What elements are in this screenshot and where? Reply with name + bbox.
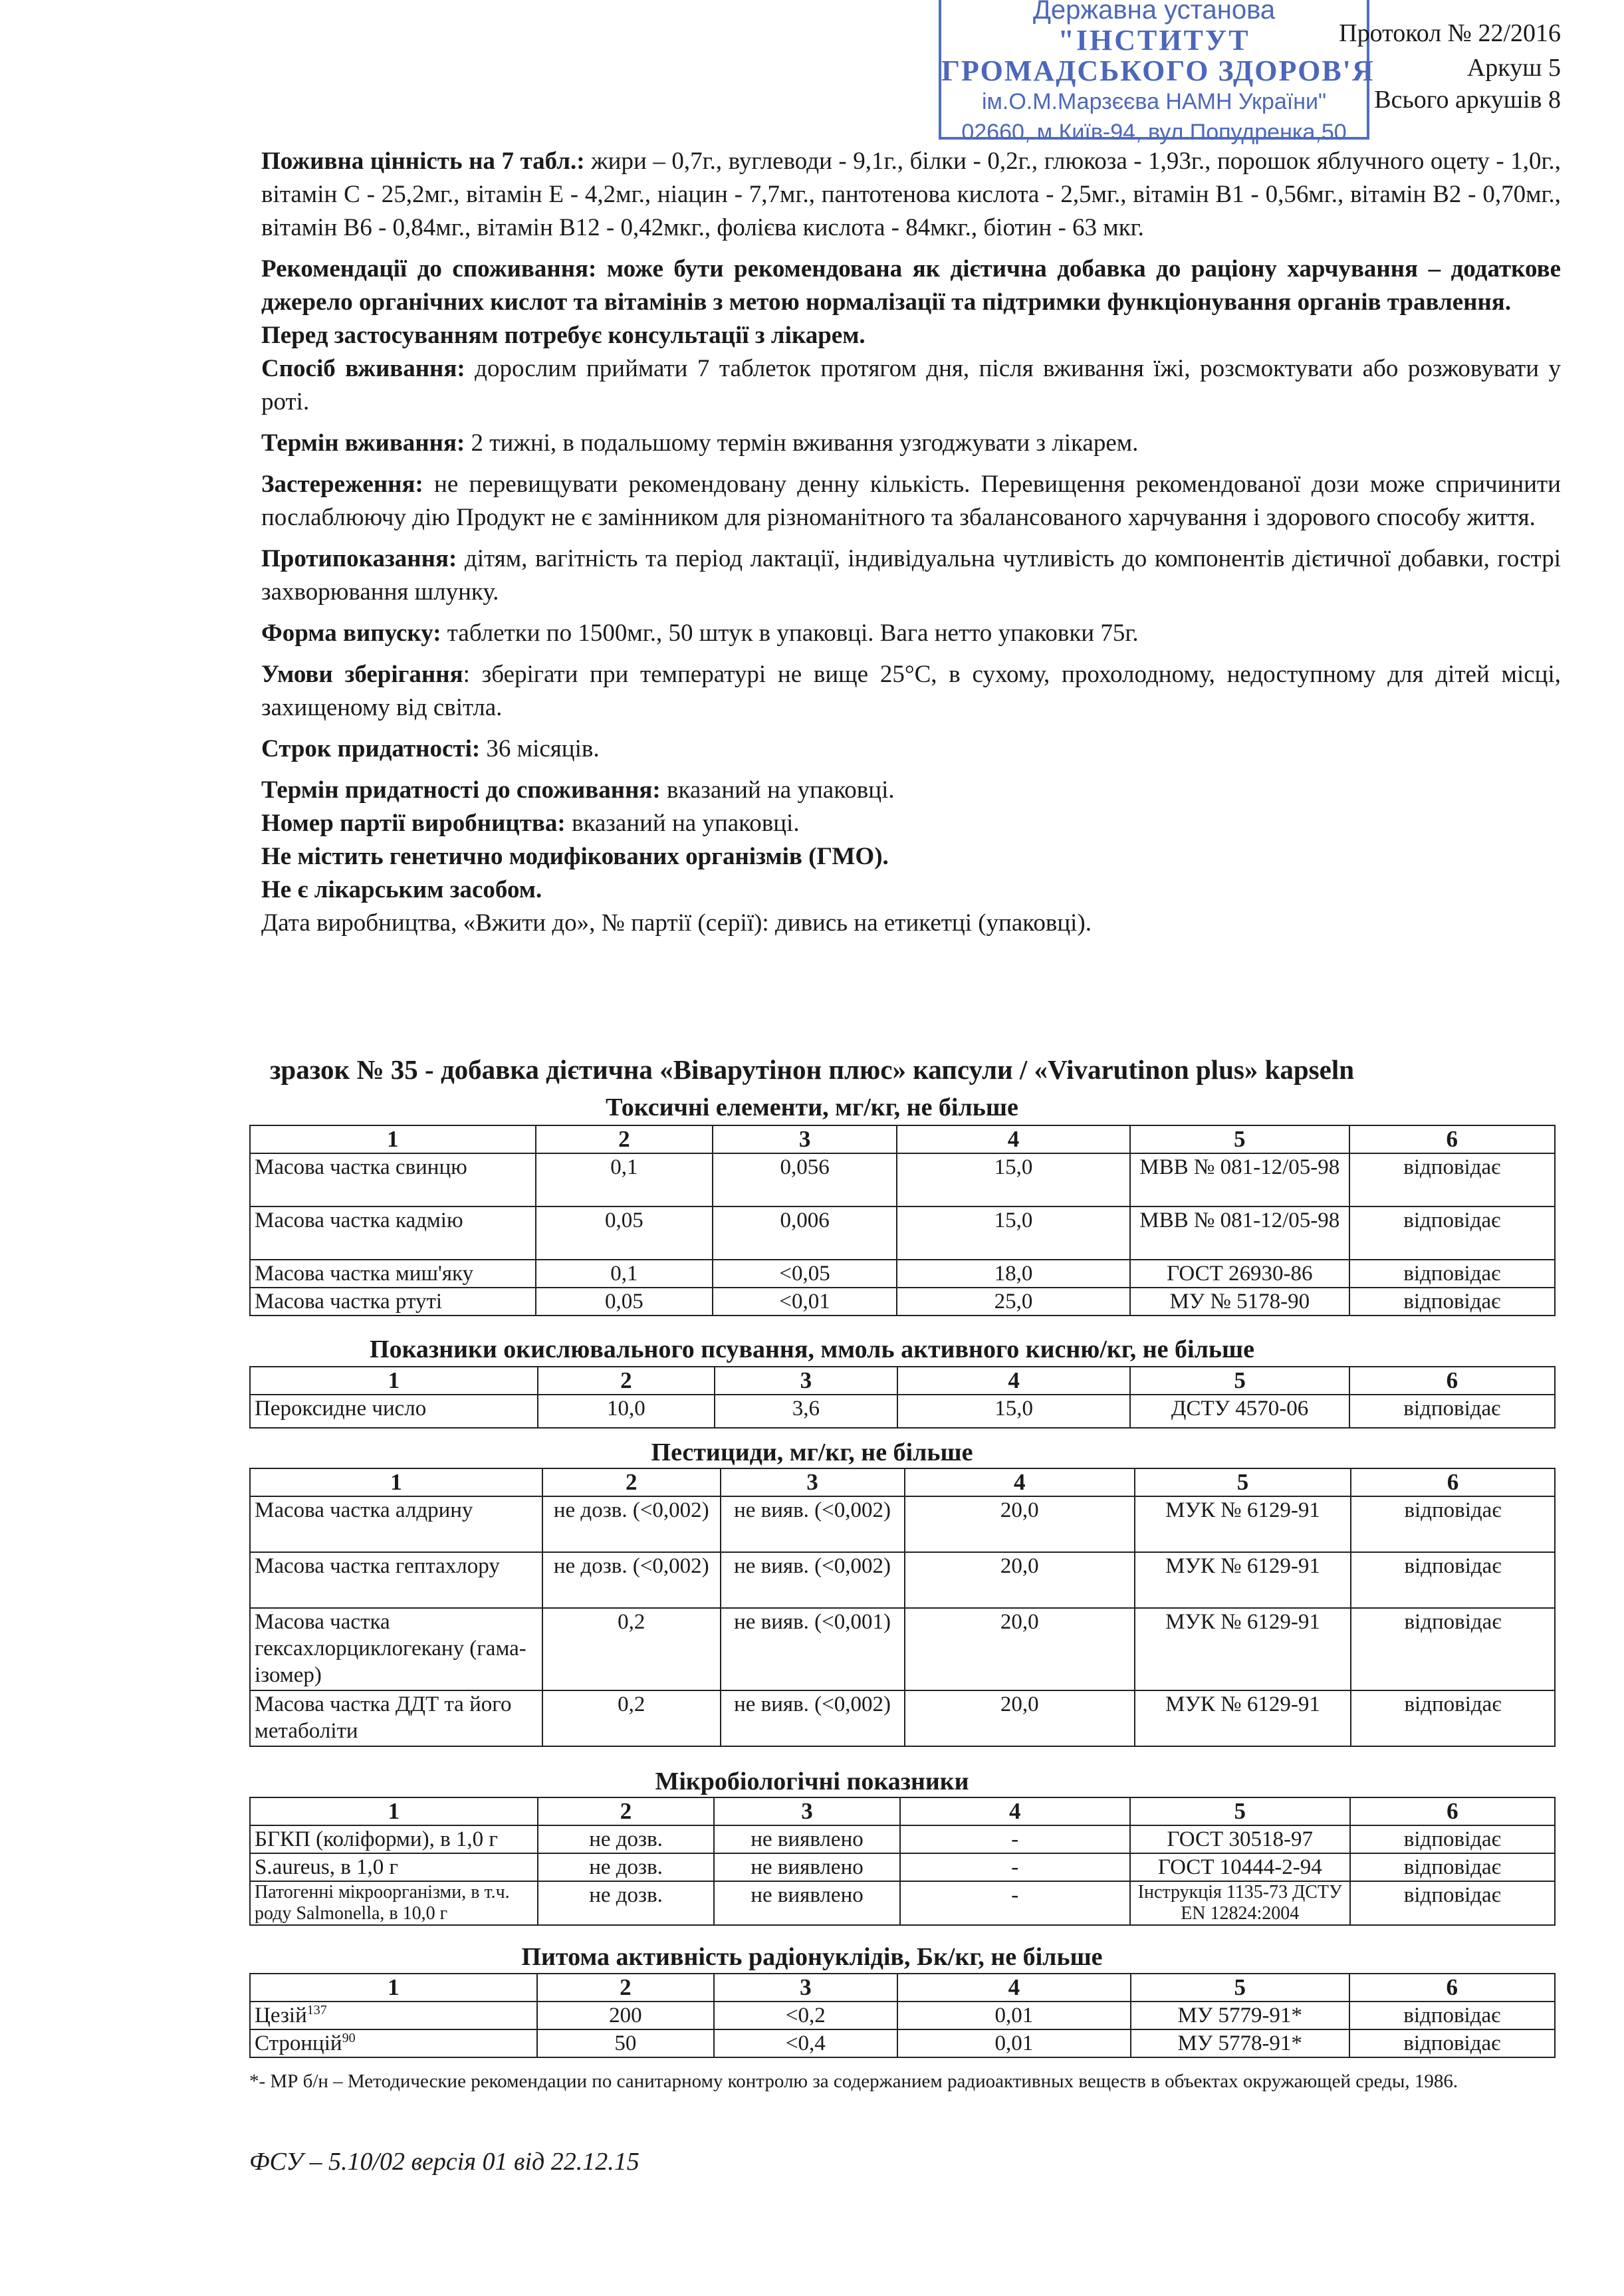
table-cell: Масова частка кадмію [250, 1206, 536, 1260]
table-cell: - [900, 1853, 1130, 1881]
col-header-1: 1 [250, 1974, 537, 2002]
table-cell: 20,0 [905, 1496, 1135, 1552]
table-pesticides [249, 1468, 1556, 1747]
sheet-number: Аркуш 5 [1466, 54, 1561, 82]
table-cell: ГОСТ 26930-86 [1130, 1260, 1349, 1288]
document-version: ФСУ – 5.10/02 версія 01 від 22.12.15 [249, 2148, 639, 2176]
col-header-2: 2 [536, 1125, 713, 1153]
col-header-1: 1 [250, 1367, 538, 1395]
table-cell: <0,2 [714, 2002, 897, 2029]
paragraph-expiry: Термін придатності до споживання: вказаний на упаковці. [261, 776, 895, 804]
table-cell: 50 [537, 2029, 714, 2057]
paragraph-warnings: Застереження: не перевищувати рекомендовану денну кількість. Перевищення рекомендованої дози може спричинити послаблюючу дію Продукт не є замінником для різноманітного та збалансованого харчування і здорового способу життя. [261, 471, 1561, 531]
paragraph-storage: Умови зберігання: зберігати при температурі не вище 25°С, в сухому, прохолодному, недоступному для дітей місці, захищеному від світла. [261, 661, 1561, 721]
section-title-radionuclides: Питома активність радіонуклідів, Бк/кг, не більше [521, 1943, 1103, 1971]
table-cell: МВВ № 081-12/05-98 [1130, 1206, 1349, 1260]
table-cell: МУК № 6129-91 [1135, 1496, 1351, 1552]
paragraph-batch: Номер партії виробництва: вказаний на упаковці. [261, 810, 800, 837]
table-cell: не вияв. (<0,001) [721, 1608, 905, 1690]
table-cell: Масова частка гептахлору [250, 1552, 542, 1608]
col-header-5: 5 [1130, 1797, 1350, 1825]
table-cell: відповідає [1351, 1496, 1555, 1552]
table-row [250, 1395, 1555, 1428]
col-header-3: 3 [713, 1125, 897, 1153]
col-header-5: 5 [1130, 1125, 1349, 1153]
col-header-6: 6 [1349, 1125, 1555, 1153]
col-header-2: 2 [542, 1468, 721, 1496]
table-row [250, 1153, 1555, 1206]
table-cell: Масова частка миш'яку [250, 1260, 536, 1288]
table-toxic-elements [249, 1125, 1556, 1316]
table-header-row [250, 1367, 1555, 1395]
col-header-6: 6 [1350, 1797, 1555, 1825]
stamp-line-3: ГРОМАДСЬКОГО ЗДОРОВ'Я [941, 55, 1375, 87]
table-cell: 0,1 [536, 1153, 713, 1206]
col-header-4: 4 [900, 1797, 1130, 1825]
product-description [261, 145, 1561, 940]
table-cell: 10,0 [538, 1395, 715, 1428]
table-cell: 25,0 [897, 1288, 1130, 1316]
table-cell: МУ 5778-91* [1131, 2029, 1349, 2057]
table-cell: не виявлено [714, 1825, 899, 1853]
table-cell: МУК № 6129-91 [1135, 1608, 1351, 1690]
table-cell: БГКП (коліформи), в 1,0 г [250, 1825, 538, 1853]
table-cell: МУК № 6129-91 [1135, 1552, 1351, 1608]
table-cell: не вияв. (<0,002) [721, 1690, 905, 1746]
col-header-3: 3 [714, 1974, 897, 2002]
col-header-1: 1 [250, 1468, 542, 1496]
col-header-6: 6 [1351, 1468, 1555, 1496]
table-cell: 200 [537, 2002, 714, 2029]
paragraph-gmo: Не містить генетично модифікованих організмів (ГМО). [261, 843, 889, 870]
stamp-line-5: 02660, м.Київ-94, вул.Попудренка,50 [961, 120, 1347, 145]
stamp-line-4: ім.О.М.Марзєєва НАМН України" [981, 89, 1327, 114]
table-cell: Інструкція 1135-73 ДСТУ EN 12824:2004 [1130, 1881, 1350, 1925]
total-sheets: Всього аркушів 8 [1374, 86, 1561, 114]
table-cell: відповідає [1349, 1260, 1555, 1288]
paragraph-recommendations: Рекомендації до споживання: може бути рекомендована як дієтична добавка до раціону харчування – додаткове джерело органічних кислот та вітамінів з метою нормалізації та підтримки функціонування органів травлення. [261, 255, 1561, 316]
table-cell: не виявлено [714, 1881, 899, 1925]
table-cell: 15,0 [897, 1395, 1131, 1428]
table-row [250, 1825, 1555, 1853]
section-title-oxidation: Показники окислювального псування, ммоль активного кисню/кг, не більше [370, 1335, 1254, 1363]
table-cell: не дозв. [538, 1881, 715, 1925]
table-cell: ГОСТ 10444-2-94 [1130, 1853, 1350, 1881]
paragraph-usage: Спосіб вживання: дорослим приймати 7 таблеток протягом дня, після вживання їжі, розсмоктувати або розжовувати у роті. [261, 355, 1561, 415]
paragraph-consult: Перед застосуванням потребує консультації з лікарем. [261, 322, 866, 349]
table-cell: 0,05 [536, 1206, 713, 1260]
table-cell: Масова частка ртуті [250, 1288, 536, 1316]
table-header-row [250, 1468, 1555, 1496]
paragraph-not-medicine: Не є лікарським засобом. [261, 876, 542, 903]
col-header-2: 2 [537, 1974, 714, 2002]
table-row [250, 1853, 1555, 1881]
table-header-row [250, 1797, 1555, 1825]
table-cell: Пероксидне число [250, 1395, 538, 1428]
paragraph-contraindications: Протипоказання: дітям, вагітність та період лактації, індивідуальна чутливість до компонентів дієтичної добавки, гострі захворювання шлунку. [261, 545, 1561, 606]
table-cell: МУ № 5178-90 [1130, 1288, 1349, 1316]
table-cell: 0,056 [713, 1153, 897, 1206]
table-row [250, 1260, 1555, 1288]
table-cell: МУ 5779-91* [1131, 2002, 1349, 2029]
col-header-4: 4 [897, 1367, 1131, 1395]
col-header-1: 1 [250, 1125, 536, 1153]
table-cell: 20,0 [905, 1690, 1135, 1746]
table-row [250, 1288, 1555, 1316]
table-cell: відповідає [1349, 1153, 1555, 1206]
table-cell: ДСТУ 4570-06 [1130, 1395, 1349, 1428]
table-row [250, 2002, 1555, 2029]
table-row [250, 1496, 1555, 1552]
table-cell: не дозв. (<0,002) [542, 1552, 721, 1608]
table-cell: <0,4 [714, 2029, 897, 2057]
table-cell: не дозв. (<0,002) [542, 1496, 721, 1552]
table-cell: Масова частка ДДТ та його метаболіти [250, 1690, 542, 1746]
table-cell: 0,01 [897, 2029, 1131, 2057]
table-row [250, 2029, 1555, 2057]
table-cell: відповідає [1351, 1608, 1555, 1690]
col-header-3: 3 [715, 1367, 897, 1395]
table-cell: МУК № 6129-91 [1135, 1690, 1351, 1746]
col-header-3: 3 [721, 1468, 905, 1496]
table-cell: МВВ № 081-12/05-98 [1130, 1153, 1349, 1206]
col-header-1: 1 [250, 1797, 538, 1825]
col-header-4: 4 [897, 1125, 1130, 1153]
table-cell: 15,0 [897, 1153, 1130, 1206]
table-cell: <0,01 [713, 1288, 897, 1316]
table-cell: Масова частка свинцю [250, 1153, 536, 1206]
table-cell: 0,006 [713, 1206, 897, 1260]
col-header-6: 6 [1349, 1367, 1555, 1395]
col-header-6: 6 [1349, 1974, 1555, 2002]
table-cell: 3,6 [715, 1395, 897, 1428]
table-cell: Цезій$^{137}$ [250, 2002, 537, 2029]
col-header-4: 4 [897, 1974, 1131, 2002]
table-cell: S.aureus, в 1,0 г [250, 1853, 538, 1881]
col-header-3: 3 [714, 1797, 899, 1825]
table-row [250, 1608, 1555, 1690]
section-title-pesticides: Пестициди, мг/кг, не більше [651, 1438, 973, 1466]
table-cell: відповідає [1349, 2002, 1555, 2029]
section-title-microbiology: Мікробіологічні показники [655, 1768, 969, 1795]
col-header-2: 2 [538, 1367, 715, 1395]
paragraph-nutrition: Поживна цінність на 7 табл.: жири – 0,7г., вуглеводи - 9,1г., білки - 0,2г., глюкоза - 1,93г., порошок яблучного оцету - 1,0г., вітамін С - 25,2мг., вітамін Е - 4,2мг., ніацин - 7,7мг., пантотенова кислота - 2,5мг., вітамін В1 - 0,56мг., вітамін В2 - 0,70мг., вітамін В6 - 0,84мг., вітамін В12 - 0,42мкг., фолієва кислота - 84мкг., біотин - 63 мкг. [261, 148, 1561, 241]
sample-title: зразок № 35 - добавка дієтична «Віварутінон плюс» капсули / «Vivarutinon plus» kapseln [269, 1054, 1355, 1085]
table-row [250, 1206, 1555, 1260]
table-cell: відповідає [1350, 1825, 1555, 1853]
table-cell: - [900, 1881, 1130, 1925]
table-cell: 0,2 [542, 1690, 721, 1746]
col-header-2: 2 [538, 1797, 715, 1825]
table-cell: Стронцій$^{90}$ [250, 2029, 537, 2057]
stamp-line-2: "ІНСТИТУТ [1058, 24, 1250, 57]
table-cell: 18,0 [897, 1260, 1130, 1288]
table-cell: відповідає [1351, 1690, 1555, 1746]
table-cell: 0,01 [897, 2002, 1131, 2029]
paragraph-shelf-life: Строк придатності: 36 місяців. [261, 735, 600, 762]
table-cell: відповідає [1349, 1288, 1555, 1316]
table-cell: відповідає [1349, 1206, 1555, 1260]
section-title-toxic: Токсичні елементи, мг/кг, не більше [606, 1093, 1018, 1121]
col-header-5: 5 [1131, 1974, 1349, 2002]
col-header-5: 5 [1135, 1468, 1351, 1496]
institution-stamp [939, 0, 1375, 145]
table-cell: Патогенні мікроорганізми, в т.ч. роду Salmonella, в 10,0 г [250, 1881, 538, 1925]
stamp-line-1: Державна установа [1032, 0, 1276, 25]
table-cell: відповідає [1349, 2029, 1555, 2057]
table-microbiology [249, 1797, 1556, 1926]
table-cell: 20,0 [905, 1552, 1135, 1608]
table-cell: - [900, 1825, 1130, 1853]
paragraph-term: Термін вживання: 2 тижні, в подальшому термін вживання узгоджувати з лікарем. [261, 429, 1139, 457]
table-header-row [250, 1974, 1555, 2002]
table-cell: 20,0 [905, 1608, 1135, 1690]
table-row [250, 1690, 1555, 1746]
col-header-4: 4 [905, 1468, 1135, 1496]
table-cell: відповідає [1350, 1853, 1555, 1881]
table-oxidation [249, 1366, 1556, 1429]
col-header-5: 5 [1130, 1367, 1349, 1395]
protocol-number: Протокол № 22/2016 [1339, 19, 1561, 47]
footnote: *- МР б/н – Методические рекомендации по санитарному контролю за содержанием радиоактивных веществ в объектах окружающей среды, 1986. [249, 2071, 1458, 2092]
table-radionuclides [249, 1973, 1556, 2058]
table-cell: ГОСТ 30518-97 [1130, 1825, 1350, 1853]
table-cell: Масова частка гексахлорциклогекану (гама-ізомер) [250, 1608, 542, 1690]
table-header-row [250, 1125, 1555, 1153]
table-cell: не дозв. [538, 1825, 715, 1853]
table-cell: не вияв. (<0,002) [721, 1552, 905, 1608]
table-cell: Масова частка алдрину [250, 1496, 542, 1552]
table-row [250, 1552, 1555, 1608]
table-cell: <0,05 [713, 1260, 897, 1288]
table-cell: не дозв. [538, 1853, 715, 1881]
table-cell: 15,0 [897, 1206, 1130, 1260]
paragraph-dates: Дата виробництва, «Вжити до», № партії (серії): дивись на етикетці (упаковці). [261, 909, 1092, 937]
table-row [250, 1881, 1555, 1925]
table-cell: 0,1 [536, 1260, 713, 1288]
paragraph-form: Форма випуску: таблетки по 1500мг., 50 штук в упаковці. Вага нетто упаковки 75г. [261, 620, 1139, 647]
table-cell: 0,2 [542, 1608, 721, 1690]
table-cell: відповідає [1349, 1395, 1555, 1428]
table-cell: відповідає [1350, 1881, 1555, 1925]
table-cell: не вияв. (<0,002) [721, 1496, 905, 1552]
table-cell: відповідає [1351, 1552, 1555, 1608]
table-cell: 0,05 [536, 1288, 713, 1316]
table-cell: не виявлено [714, 1853, 899, 1881]
